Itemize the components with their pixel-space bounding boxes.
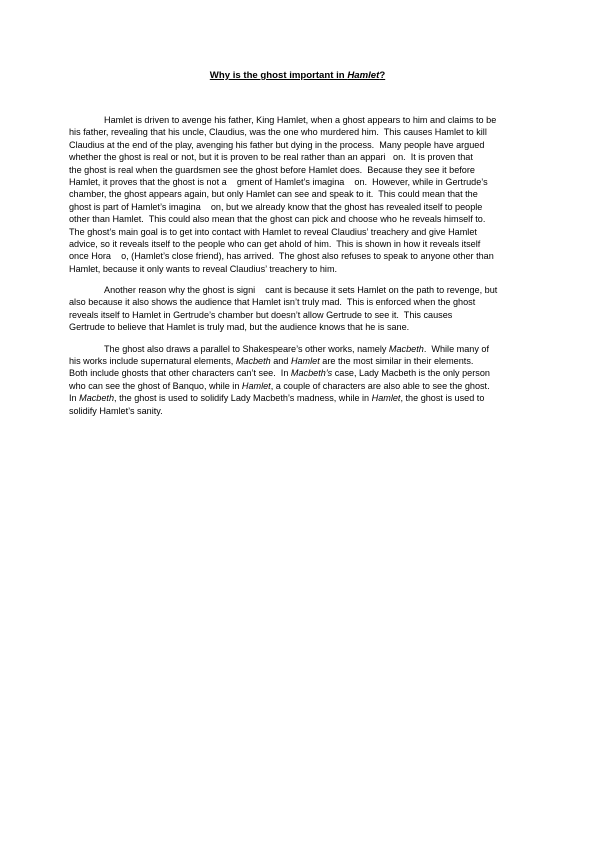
text-run: Gertrude to believe that Hamlet is truly mad, but the audience knows that he is sane. [69,322,410,333]
paragraph [69,284,529,334]
text-run: The ghost’s main goal is to get into contact with Hamlet to reveal Claudius’ treachery and give Hamlet [69,226,477,237]
text-line [69,114,529,126]
italic-text: Macbeth [388,343,424,354]
document-title [0,70,595,82]
paragraph [69,114,529,275]
italic-text: Hamlet [371,393,401,404]
text-run: ghost is part of Hamlet’s imagina on, but we already know that the ghost has revealed itself to people [69,201,483,212]
text-run: other than Hamlet. This could also mean that the ghost can pick and choose who he reveals himself to. [69,214,486,225]
text-run: reveals itself to Hamlet in Gertrude’s chamber but doesn’t allow Gertrude to see it. This causes [69,309,453,320]
text-run: his father, revealing that his uncle, Claudius, was the one who murdered him. This causes Hamlet to kill [69,127,487,138]
text-line [69,238,529,250]
text-run: whether the ghost is real or not, but it is proven to be real rather than an appari on. It is proven that [69,152,473,163]
text-run: . While many of [423,343,490,354]
text-run: , the ghost is used to [400,393,485,404]
text-line [69,380,529,392]
text-line [69,164,529,176]
text-run: Hamlet, because it only wants to reveal Claudius’ treachery to him. [69,263,338,274]
text-line [69,367,529,379]
italic-text: Macbeth [79,393,115,404]
text-run: who can see the ghost of Banquo, while in [69,380,242,391]
text-run: , a couple of characters are also able to see the ghost. [270,380,490,391]
text-line [69,284,529,296]
text-run: In [69,393,80,404]
text-line [69,250,529,262]
italic-text: Macbeth’s [290,368,333,379]
text-line [69,201,529,213]
text-run: the ghost is real when the guardsmen see the ghost before Hamlet does. Because they see it before [69,164,475,175]
text-line [69,139,529,151]
text-run: The ghost also draws a parallel to Shakespeare’s other works, namely [104,343,389,354]
text-run: once Hora o, (Hamlet’s close friend), has arrived. The ghost also refuses to speak to anyone other than [69,251,494,262]
text-line [69,343,529,355]
text-line [69,176,529,188]
italic-text: Hamlet [241,380,271,391]
text-run: Claudius at the end of the play, avenging his father but dying in the process. Many people have argued [69,139,485,150]
text-run: also because it also shows the audience that Hamlet isn’t truly mad. This is enforced when the ghost [69,297,476,308]
text-run: solidify Hamlet’s sanity. [69,405,163,416]
text-run: , the ghost is used to solidify Lady Macbeth’s madness, while in [114,393,372,404]
text-line [69,213,529,225]
text-line [69,296,529,308]
text-line [69,151,529,163]
text-run: his works include supernatural elements, [69,356,236,367]
text-run: advice, so it reveals itself to the people who can get ahold of him. This is shown in how it reveals itself [69,238,481,249]
paragraph [69,343,529,417]
title-italic: Hamlet [347,70,380,81]
text-line [69,309,529,321]
text-line [69,263,529,275]
text-line [69,321,529,333]
text-line [69,188,529,200]
text-run: Hamlet, it proves that the ghost is not a gment of Hamlet’s imagina on. However, while in Gertrude’s [69,176,488,187]
text-run: Hamlet is driven to avenge his father, King Hamlet, when a ghost appears to him and claims to be [104,115,497,125]
text-run: and [270,356,291,367]
text-line [69,355,529,367]
text-line [69,126,529,138]
text-run: chamber, the ghost appears again, but only Hamlet can see and speak to it. This could mean that the [69,189,478,200]
text-run: case, Lady Macbeth is the only person [332,368,490,379]
text-line [69,405,529,417]
text-line [69,226,529,238]
text-line [69,392,529,404]
text-run: are the most similar in their elements. [319,356,474,367]
text-run: Another reason why the ghost is signi cant is because it sets Hamlet on the path to revenge, but [104,285,498,296]
italic-text: Hamlet [290,356,320,367]
title-suffix: ? [379,70,386,81]
italic-text: Macbeth [235,356,271,367]
document-body [69,114,529,426]
title-text: Why is the ghost important in [209,70,348,81]
text-run: Both include ghosts that other characters can’t see. In [69,368,291,379]
